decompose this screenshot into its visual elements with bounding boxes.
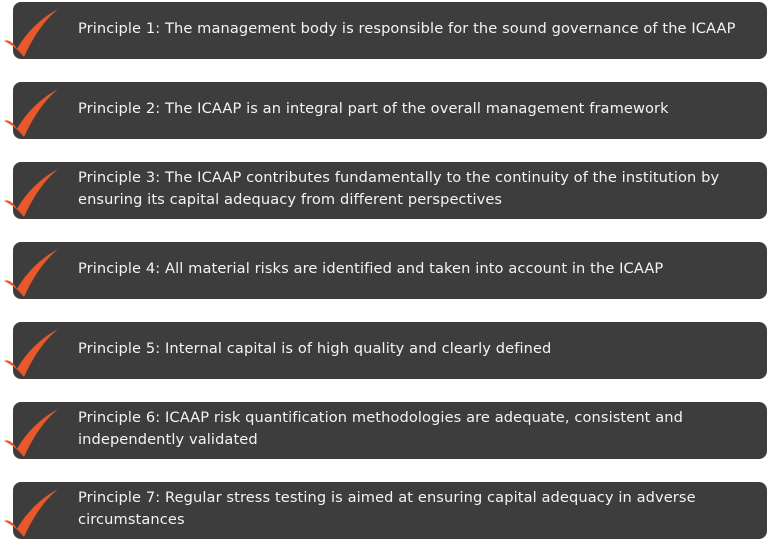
principle-item	[0, 0, 768, 68]
principle-text: Principle 2: The ICAAP is an integral part of the overall management framework	[78, 99, 669, 117]
checkmark-icon	[0, 320, 62, 382]
principle-item	[0, 240, 768, 308]
principle-text: Principle 5: Internal capital is of high quality and clearly defined	[78, 339, 552, 357]
principle-item	[0, 400, 768, 468]
checkmark-icon	[0, 80, 62, 142]
principle-text: Principle 3: The ICAAP contributes fundamentally to the continuity of the institution by ensuring its capital adequacy from different perspectives	[78, 168, 720, 208]
principle-item	[0, 480, 768, 548]
checkmark-icon	[0, 480, 62, 542]
principle-item	[0, 80, 768, 148]
principle-text: Principle 7: Regular stress testing is aimed at ensuring capital adequacy in adverse circumstances	[78, 488, 696, 528]
checkmark-icon	[0, 400, 62, 462]
checkmark-icon	[0, 0, 62, 62]
checkmark-icon	[0, 240, 62, 302]
checkmark-icon	[0, 160, 62, 222]
principle-item	[0, 320, 768, 388]
principle-text: Principle 1: The management body is responsible for the sound governance of the ICAAP	[78, 19, 736, 37]
principle-item	[0, 160, 768, 228]
principle-text: Principle 4: All material risks are identified and taken into account in the ICAAP	[78, 259, 664, 277]
principle-text: Principle 6: ICAAP risk quantification methodologies are adequate, consistent and independently validated	[78, 408, 683, 448]
